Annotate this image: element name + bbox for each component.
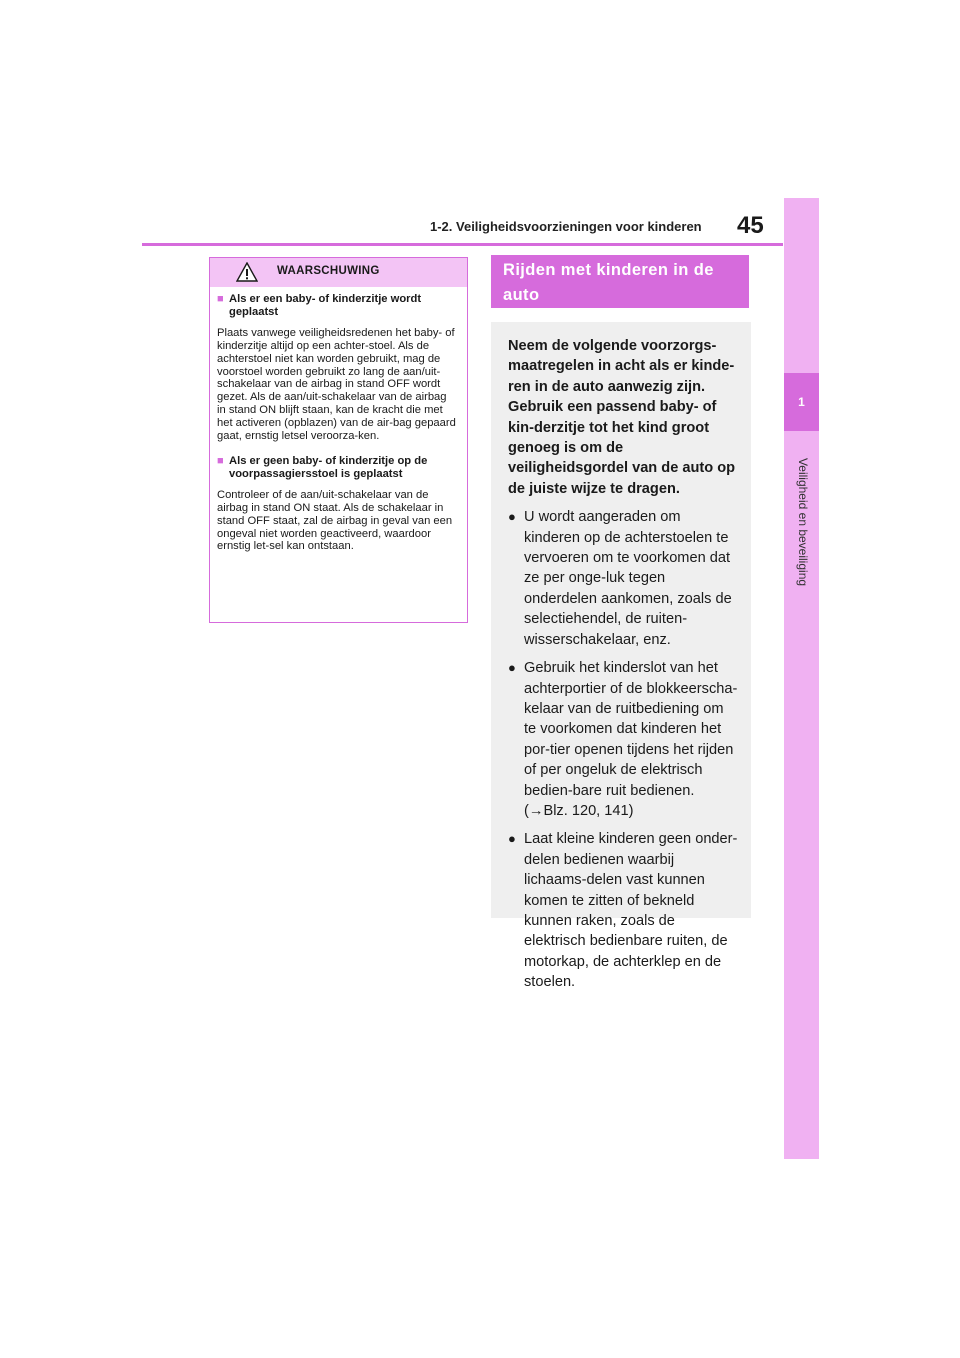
- warning-title: WAARSCHUWING: [277, 265, 380, 277]
- bullet-icon: ●: [508, 660, 516, 676]
- warning-paragraph: Plaats vanwege veiligheidsredenen het baby- of kinderzitje altijd op een achter-stoel. Als de achterstoel niet kan worden gebruikt, mag de voorstoel worden gebruikt zo lang de aan/uit-schakelaar van de airbag in stand OFF wordt gezet. Als de aan/uit-schakelaar van de airbag in stand ON blijft staan, kan de kracht die met het activeren (opblazen) van de air-bag gepaard gaat, ernstig letsel veroorza-ken.: [217, 326, 456, 443]
- warning-heading-text: Als er een baby- of kinderzitje wordt geplaatst: [229, 293, 422, 318]
- topic-intro: Neem de volgende voorzorgs-maatregelen in acht als er kinde-ren in de auto aanwezig zijn. Gebruik een passend baby- of kin-derzitje tot het kind groot genoeg is om de veiligheidsgordel van de auto op de juiste wijze te dragen.: [508, 338, 736, 497]
- square-bullet-icon: ■: [217, 293, 224, 305]
- topic-title: Rijden met kinderen in de auto: [491, 255, 749, 308]
- chapter-number: 1: [784, 373, 819, 431]
- list-item: [508, 829, 739, 992]
- warning-paragraph: Controleer of de aan/uit-schakelaar van de airbag in stand ON staat. Als de schakelaar in stand OFF staat, zal de airbag in geval van een ongeval niet worden geactiveerd, waardoor ernstig let-sel kan ontstaan.: [217, 488, 453, 553]
- section-title: 1-2. Veiligheidsvoorzieningen voor kinderen: [430, 219, 702, 234]
- header-rule: [142, 243, 783, 246]
- square-bullet-icon: ■: [217, 454, 224, 467]
- warning-header: [210, 258, 467, 287]
- warning-triangle-icon: [236, 262, 258, 282]
- list-item-text: Gebruik het kinderslot van het achterportier of de blokkeerscha-kelaar van de ruitbediening om te voorkomen dat kinderen het por-tier openen tijdens het rijden of per ongeluk de elektrisch bedien-bare ruit bedienen. (→Blz. 120, 141): [524, 660, 738, 819]
- list-item-text: U wordt aangeraden om kinderen op de achterstoelen te vervoeren om te voorkomen dat ze per onge-luk tegen onderdelen aankomen, zoals de selectiehendel, de ruiten-wisserschakelaar, enz.: [524, 509, 732, 648]
- warning-body: [210, 287, 467, 553]
- warning-heading: [217, 455, 458, 481]
- list-item: [508, 658, 739, 821]
- bullet-icon: ●: [508, 509, 516, 525]
- page-number: 45: [737, 212, 764, 239]
- warning-box: [209, 257, 468, 623]
- warning-heading: [217, 293, 458, 319]
- warning-heading-text: Als er geen baby- of kinderzitje op de voorpassagiersstoel is geplaatst: [229, 454, 428, 480]
- list-item-text: Laat kleine kinderen geen onder-delen bedienen waarbij lichaams-delen vast kunnen komen te zitten of bekneld kunnen raken, zoals de elektrisch bedienbare ruiten, de motorkap, de achterklep en de stoelen.: [524, 831, 738, 991]
- list-item: [508, 507, 739, 650]
- bullet-icon: ●: [508, 831, 516, 847]
- chapter-side-tab: [784, 198, 819, 1159]
- chapter-label: Veiligheid en beveiliging: [796, 457, 810, 587]
- topic-content: [491, 322, 751, 991]
